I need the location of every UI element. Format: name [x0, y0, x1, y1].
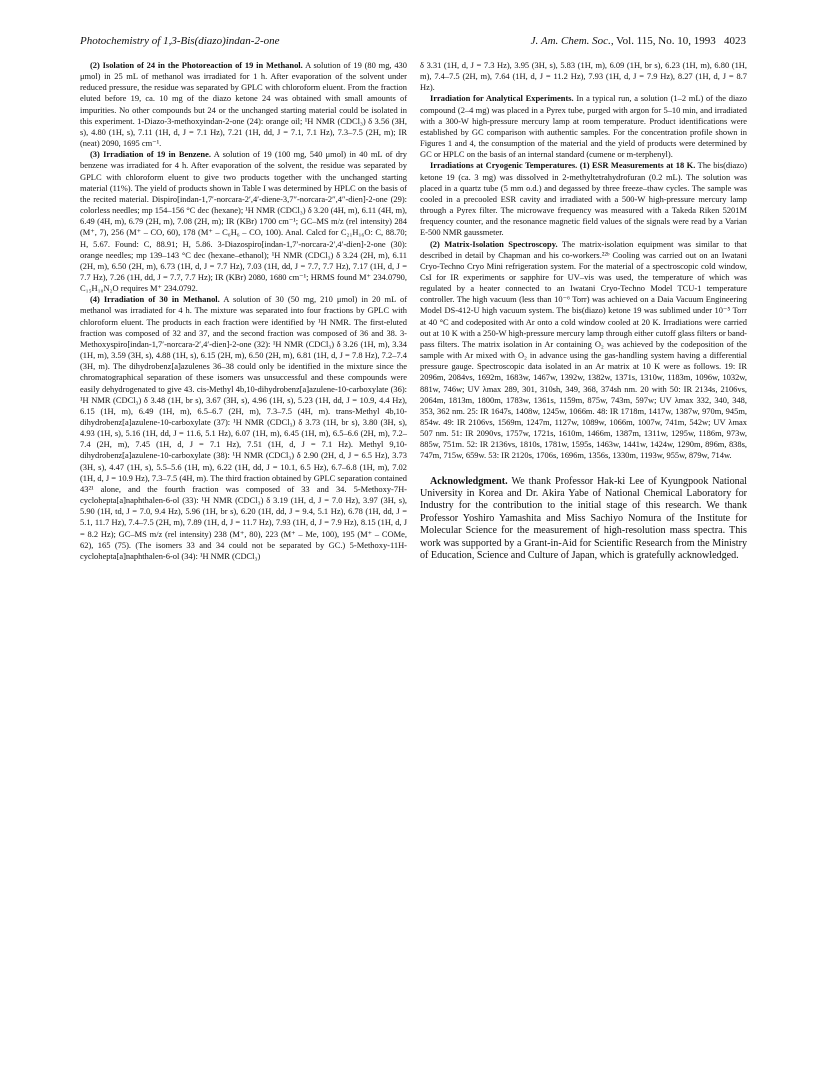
- paragraph-heading: (3) Irradiation of 19 in Benzene.: [90, 149, 211, 160]
- paragraph-body: A solution of 30 (50 mg, 210 μmol) in 20 mL of methanol was irradiated for 4 h. The mixture was separated into four fractions by GPLC with chloroform eluent. The products in each fraction were identified by ¹H NMR. The first-eluted fraction was composed of 32 and 37, and the second fraction was composed of 36 and 38. 3-Methoxyspiro[indan-1,7′-norcara-2′,4′-dien]-2-one (32): ¹H NMR (CDCl₃) δ 3.26 (1H, m), 3.34 (1H, m), 3.59 (3H, s), 4.88 (1H, s), 6.15 (2H, m), 6.50 (2H, m), 6.81 (1H, d, J = 7.8 Hz), 7.2–7.4 (3H, m). The dihydrobenz[a]azulenes 36–38 could only be identified in the mixture since the chromatographical separation of these isomers was unsuccessful and these compounds were easily dehydrogenated to give 43. cis-Methyl 4b,10-dihydrobenz[a]azulene-10-carboxylate (36): ¹H NMR (CDCl₃) δ 3.48 (1H, br s), 3.67 (3H, s), 4.96 (1H, s), 5.23 (1H, dd, J = 10.9, 4.4 Hz), 6.15 (1H, m), 6.49 (1H, m), 6.5–6.7 (2H, m), 7.3–7.5 (4H, m). trans-Methyl 4b,10-dihydrobenz[a]azulene-10-carboxylate (37): ¹H NMR (CDCl₃) δ 3.73 (1H, br s), 3.80 (3H, s), 4.93 (1H, s), 5.16 (1H, dd, J = 11.6, 5.1 Hz), 6.07 (1H, m), 6.45 (1H, m), 6.5–6.6 (2H, m), 7.2–7.4 (2H, m), 7.45 (1H, d, J = 7.1 Hz), 7.51 (1H, d, J = 7.1 Hz). Methyl 9,10-dihydrobenz[a]azulene-10-carboxylate (38): ¹H NMR (CDCl₃) δ 2.90 (2H, d, J = 6.5 Hz), 3.73 (3H, s), 4.47 (1H, s), 5.5–5.6 (1H, m), 6.22 (1H, dd, J = 10.1, 6.5 Hz), 6.7–6.8 (1H, m), 7.02 (1H, d, J = 10.9 Hz), 7.3–7.5 (4H, m). The third fraction obtained by GPLC separation contained 43²¹ alone, and the fourth fraction was composed of 33 and 34. 5-Methoxy-7H-cyclohepta[a]naphthalen-6-ol (33): ¹H NMR (CDCl₃) δ 3.19 (1H, d, J = 7.0 Hz), 3.97 (3H, s), 5.90 (1H, td, J = 7.0, 9.4 Hz), 5.96 (1H, br s), 6.20 (1H, dd, J = 9.4, 5.1 Hz), 6.78 (1H, dd, J = 5.1, 11.7 Hz), 7.4–7.5 (2H, m), 7.89 (1H, d, J = 11.7 Hz), 7.93 (1H, d, J = 7.9 Hz), 8.15 (1H, d, J = 8.2 Hz); GC–MS m/z (rel intensity) 238 (M⁺, 80), 223 (M⁺ – Me, 100), 195 (M⁺ – COMe, 62), 165 (75). (The isomers 33 and 34 could not be separated by GC.) 5-Methoxy-11H-cyclohepta[a]naphthalen-6-ol (34): ¹H NMR (CDCl₃): [80, 294, 407, 561]
- volume-issue-year: Vol. 115, No. 10, 1993: [613, 35, 716, 47]
- left-column: [80, 60, 407, 562]
- paragraph-body: A solution of 19 (80 mg, 430 μmol) in 25 mL of methanol was irradiated for 1 h. After evaporation of the solvent under reduced pressure, the residue was separated by GPLC with chloroform eluent. From the fraction eluted before 19, ca. 10 mg of the diazo ketone 24 was obtained with small amounts of impurities. No other compounds but 24 or the unchanged starting material could be isolated in this experiment. 1-Diazo-3-methoxyindan-2-one (24): orange oil; ¹H NMR (CDCl₃) δ 3.56 (3H, s), 4.80 (1H, s), 7.11 (1H, d, J = 7.1 Hz), 7.21 (1H, dd, J = 7.1, 7.1 Hz), 7.3–7.5 (2H, m); IR (neat) 2090, 1695 cm⁻¹.: [80, 60, 407, 149]
- paragraph-heading: (2) Isolation of 24 in the Photoreaction of 19 in Methanol.: [90, 60, 303, 70]
- paragraph-body: In a typical run, a solution (1–2 mL) of the diazo compound (2–4 mg) was placed in a Pyrex tube, purged with argon for 5–10 min, and irradiated with a 300-W high-pressure mercury lamp at room temperature. Product identifications were established by GC comparison with authentic samples. For the concentration profile shown in Figures 1 and 4, the consumption of the material and the yield of products were determined by GC or HPLC on the basis of an internal standard (cumene or m-terphenyl).: [420, 93, 747, 160]
- running-title: Photochemistry of 1,3-Bis(diazo)indan-2-one: [80, 35, 280, 47]
- paragraph: [80, 294, 407, 562]
- paragraph-body: The bis(diazo) ketone 19 (ca. 3 mg) was dissolved in 2-methyltetrahydrofuran (0.2 mL). The solution was placed in a quartz tube (5 mm o.d.) and degassed by three freeze–thaw cycles. The sample was cooled in a precooled ESR cavity and irradiated with a 500-W high-pressure mercury lamp through a Pyrex filter. The microwave frequency was measured with a Takeda Riken 5201M frequency counter, and the resonance magnetic field values of the signals were read by a Varian E-500 NMR gaussmeter.: [420, 160, 748, 238]
- acknowledgment: [420, 476, 747, 563]
- paragraph-heading: Irradiation for Analytical Experiments.: [430, 93, 574, 104]
- paragraph-heading: (2) Matrix-Isolation Spectroscopy.: [430, 238, 558, 249]
- paragraph-heading: Irradiations at Cryogenic Temperatures. (1) ESR Measurements at 18 K.: [430, 160, 696, 171]
- journal-name: J. Am. Chem. Soc.,: [530, 35, 614, 47]
- acknowledgment-heading: Acknowledgment.: [430, 475, 508, 487]
- paragraph: [420, 160, 747, 238]
- paragraph-body: A solution of 19 (100 mg, 540 μmol) in 40 mL of dry benzene was irradiated for 4 h. After evaporation of the solvent, the residue was separated by GPLC with chloroform eluent to give two products together with the unchanged starting material (11%). The yield of products shown in Table I was determined by HPLC on the basis of the recited material. Dispiro[indan-1,7′-norcara-2′,4′-diene-3,7″-norcara-2″,4″-dien]-2-one (29): colorless needles; mp 154–156 °C dec (hexane); ¹H NMR (CDCl₃) δ 3.20 (4H, m), 6.11 (4H, m), 6.49 (4H, m), 6.79 (2H, m), 7.08 (2H, m); IR (KBr) 1700 cm⁻¹; GC–MS m/z (rel intensity) 284 (M⁺, 7), 256 (M⁺ – CO, 60), 178 (M⁺ – C₆H₆ – CO, 100). Anal. Calcd for C₂₁H₁₆O: C, 88.70; H, 5.67. Found: C, 88.91; H, 5.86. 3-Diazospiro[indan-1,7′-norcara-2′,4′-dien]-2-one (30): orange needles; mp 139–143 °C dec (hexane–ethanol); ¹H NMR (CDCl₃) δ 3.24 (2H, m), 6.11 (2H, m), 6.50 (2H, m), 6.73 (1H, d, J = 7.7 Hz), 7.03 (1H, dd, J = 7.7, 7.7 Hz), 7.17 (1H, d, J = 7.7 Hz), 7.26 (1H, dd, J = 7.7, 7.7 Hz); IR (KBr) 2080, 1680 cm⁻¹; HRMS found M⁺ 234.0790, C₁₅H₁₀N₂O requires M⁺ 234.0792.: [80, 149, 407, 294]
- running-header: [80, 35, 746, 51]
- paragraph-continued: [420, 60, 747, 93]
- paragraph-body: The matrix-isolation equipment was similar to that described in detail by Chapman and his co-workers.²²ᵇ Cooling was carried out on an Iwatani Cryo-Techno Cryo Mini refrigeration system. For the material of a spectroscopic cold window, CsI for IR experiments or sapphire for UV–vis was used, the temperature of which was regulated by a heater connected to an Iwatani Cryo-Techno Model TCU-1 temperature controller. The high vacuum (less than 10⁻⁶ Torr) was achieved on a Daia Vacuum Engineering Model DS-412-U high vacuum system. The bis(diazo) ketone 19 was sublimed under 10⁻⁵ Torr at 40 °C and codeposited with Ar onto a cold window cooled at 20 K. Irradiations were carried out at 10 K with a 250-W high-pressure mercury lamp through either cutoff glass filters or band-pass filters. The matrix isolation in Ar containing O₂ was achieved by the codeposition of the sample with Ar mixed with O₂ in advance using the gas-handling system having a differential pressure gauge. Spectroscopic data isolated in an Ar matrix at 10 K were as follows. 19: IR 2096m, 2084vs, 1692m, 1683w, 1467w, 1392w, 1382w, 1371s, 1310w, 1183m, 1096w, 1032w, 881w, 746w; UV λmax 289, 301, 310sh, 349, 368, 374sh nm. 20 with 50: IR 2134s, 2106vs, 2064m, 1813m, 1800m, 1783w, 1361s, 1159m, 875w, 743m, 597w; UV λmax 332, 340, 348, 353, 362 nm. 25: IR 1647s, 1408w, 1245w, 1066m. 48: IR 1718m, 1417w, 1387w, 970m, 945m, 854w. 49: IR 2106vs, 1569m, 1247m, 1127w, 1089w, 1066m, 1007w, 741m, 542w; UV λmax 507 nm. 51: IR 2090vs, 1757w, 1721s, 1610m, 1466m, 1387m, 1311w, 1295w, 1186m, 973w, 885w, 751m. 52: IR 2136vs, 1810s, 1781w, 1595s, 1463w, 1441w, 1424w, 1290m, 896m, 838s, 747m, 715w, 659w. 53: IR 2120s, 1706s, 1696m, 1356s, 1330m, 1193w, 955w, 879w, 714w.: [420, 238, 747, 461]
- journal-citation: [531, 35, 746, 47]
- paragraph-body: δ 3.31 (1H, d, J = 7.3 Hz), 3.95 (3H, s), 5.83 (1H, m), 6.09 (1H, br s), 6.23 (1H, m), 6.80 (1H, m), 7.4–7.5 (2H, m), 7.64 (1H, d, J = 11.2 Hz), 7.93 (1H, d, J = 7.9 Hz), 8.27 (1H, d, J = 8.7 Hz).: [420, 60, 747, 93]
- paragraph: [80, 149, 407, 294]
- paragraph: [80, 60, 407, 149]
- paragraph-heading: (4) Irradiation of 30 in Methanol.: [90, 294, 220, 305]
- paragraph: [420, 93, 747, 160]
- page-number: 4023: [724, 35, 746, 47]
- acknowledgment-body: We thank Professor Hak-ki Lee of Kyungpook National University in Korea and Dr. Akira Yabe of National Chemical Laboratory for Industry for the contribution to the initial stage of this research. We thank Professor Yoshiro Yamashita and Miss Sachiyo Nomura of the Institute for Molecular Science for the measurement of high-resolution mass spectra. This work was supported by a Grant-in-Aid for Scientific Research from the Ministry of Education, Science and Culture of Japan, which is gratefully acknowledged.: [420, 475, 747, 562]
- paragraph: [420, 239, 747, 462]
- right-column: [420, 60, 747, 562]
